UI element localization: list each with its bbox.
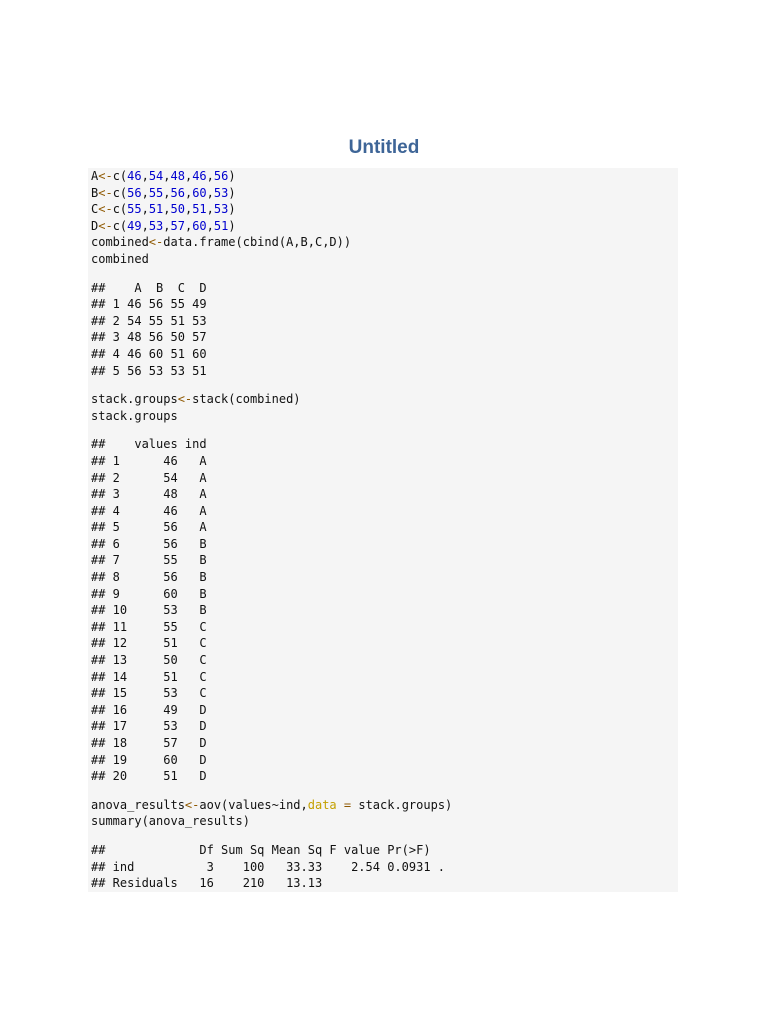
output-line: ## 16 49 D xyxy=(91,702,207,717)
output-line: ## A B C D xyxy=(91,280,207,295)
output-line: ## 11 55 C xyxy=(91,619,207,634)
output-line: ## 5 56 53 53 51 xyxy=(91,363,207,378)
output-line: ## Residuals 16 210 13.13 xyxy=(91,876,323,891)
code-line: D<-c(49,53,57,60,51) xyxy=(91,218,236,233)
code-chunk-1 xyxy=(88,168,678,268)
output-line: ## 3 48 56 50 57 xyxy=(91,330,207,345)
output-chunk-1 xyxy=(88,280,678,380)
code-chunk-3 xyxy=(88,797,678,830)
code-line: A<-c(46,54,48,46,56) xyxy=(91,169,236,183)
output-line: ## 2 54 A xyxy=(91,470,207,485)
output-line: ## ind 3 100 33.33 2.54 0.0931 . xyxy=(91,859,446,874)
output-line: ## 6 56 B xyxy=(91,536,207,551)
code-output-block xyxy=(88,168,678,892)
output-chunk-2 xyxy=(88,436,678,784)
output-line: ## 10 53 B xyxy=(91,603,207,618)
code-line: B<-c(56,55,56,60,53) xyxy=(91,185,236,200)
output-line: ## 17 53 D xyxy=(91,719,207,734)
code-line: C<-c(55,51,50,51,53) xyxy=(91,202,236,217)
output-line: ## 7 55 B xyxy=(91,553,207,568)
output-line: ## 4 46 60 51 60 xyxy=(91,346,207,361)
output-chunk-3 xyxy=(88,842,678,892)
code-line: combined xyxy=(91,251,149,266)
output-line: ## 1 46 A xyxy=(91,453,207,468)
output-line: ## 1 46 56 55 49 xyxy=(91,297,207,312)
output-line: ## 12 51 C xyxy=(91,636,207,651)
output-line: ## Df Sum Sq Mean Sq F value Pr(>F) xyxy=(91,842,431,857)
page-title: Untitled xyxy=(348,136,420,158)
output-line: ## 5 56 A xyxy=(91,520,207,535)
code-line: anova_results<-aov(values~ind,data = stack.groups) xyxy=(91,797,453,812)
output-line: ## 9 60 B xyxy=(91,586,207,601)
output-line: ## 19 60 D xyxy=(91,752,207,767)
output-line: ## 4 46 A xyxy=(91,503,207,518)
output-line: ## 13 50 C xyxy=(91,653,207,668)
code-line: summary(anova_results) xyxy=(91,814,250,829)
output-line: ## values ind xyxy=(91,437,207,452)
code-line: stack.groups xyxy=(91,408,178,423)
code-chunk-2 xyxy=(88,391,678,424)
code-line: stack.groups<-stack(combined) xyxy=(91,392,301,407)
output-line: ## 8 56 B xyxy=(91,570,207,585)
output-line: ## 3 48 A xyxy=(91,487,207,502)
output-line: ## 14 51 C xyxy=(91,669,207,684)
output-line: ## 18 57 D xyxy=(91,736,207,750)
code-line: combined<-data.frame(cbind(A,B,C,D)) xyxy=(91,235,352,250)
output-line: ## 20 51 D xyxy=(91,769,207,784)
output-line: ## 2 54 55 51 53 xyxy=(91,313,207,328)
output-line: ## 15 53 C xyxy=(91,686,207,701)
